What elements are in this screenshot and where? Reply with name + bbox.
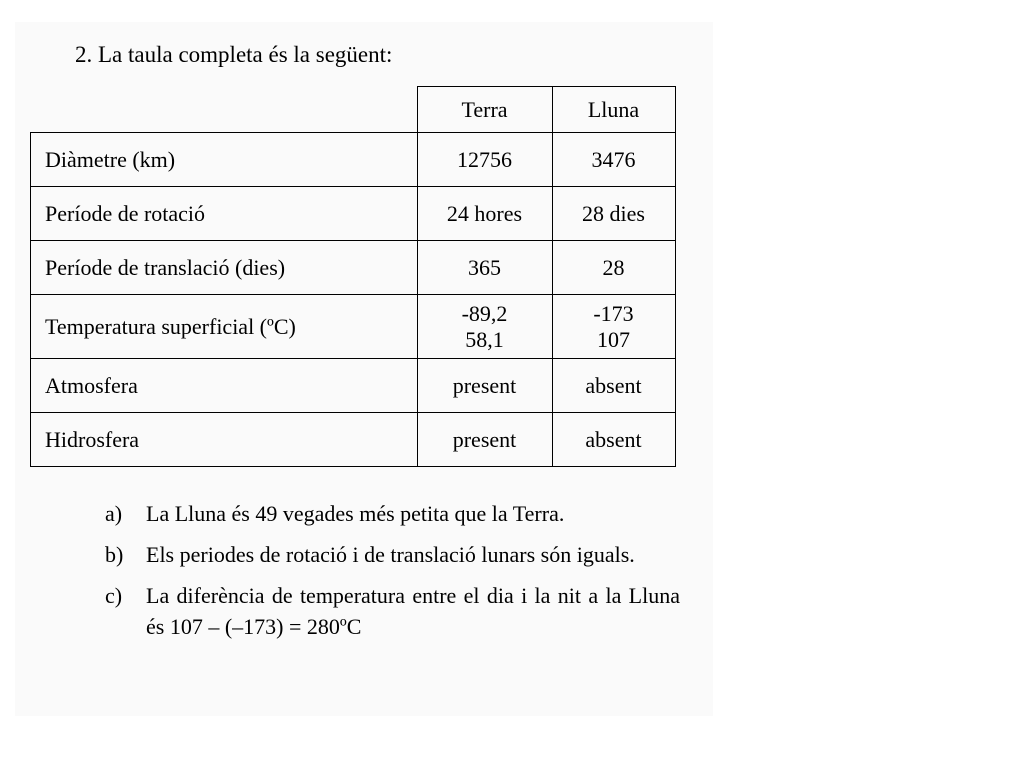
cell-lluna-rotacio: 28 dies (552, 187, 675, 241)
cell-terra-translacio: 365 (417, 241, 552, 295)
row-label-diametre: Diàmetre (km) (31, 133, 418, 187)
column-header-lluna: Lluna (552, 87, 675, 133)
answer-text: La diferència de temperatura entre el dia i la nit a la Lluna és 107 – (–173) = 280ºC (146, 583, 680, 639)
temperature-min: -89,2 (461, 300, 508, 326)
row-label-hidrosfera: Hidrosfera (31, 413, 418, 467)
table-header-row (31, 87, 676, 133)
row-label-translacio: Període de translació (dies) (31, 241, 418, 295)
row-label-temperatura: Temperatura superficial (ºC) (31, 295, 418, 359)
answer-text: Els periodes de rotació i de translació lunars són iguals. (146, 542, 635, 567)
cell-lluna-atmosfera: absent (552, 359, 675, 413)
table-row (31, 295, 676, 359)
answer-c (105, 580, 680, 642)
cell-lluna-diametre: 3476 (552, 133, 675, 187)
cell-lluna-hidrosfera: absent (552, 413, 675, 467)
table-row (31, 413, 676, 467)
row-label-atmosfera: Atmosfera (31, 359, 418, 413)
table-row (31, 241, 676, 295)
table-row (31, 359, 676, 413)
answers-list (105, 498, 680, 652)
cell-terra-temperatura (417, 295, 552, 359)
cell-lluna-temperatura (552, 295, 675, 359)
row-label-rotacio: Període de rotació (31, 187, 418, 241)
column-header-terra: Terra (417, 87, 552, 133)
table-corner-cell (31, 87, 418, 133)
cell-terra-diametre: 12756 (417, 133, 552, 187)
answer-b (105, 539, 680, 570)
answer-marker: a) (105, 501, 123, 526)
answer-marker: b) (105, 542, 124, 567)
table-row (31, 133, 676, 187)
answer-marker: c) (105, 583, 123, 608)
exercise-heading: 2. La taula completa és la següent: (75, 42, 393, 67)
answer-a (105, 498, 680, 529)
temperature-min: -173 (593, 300, 634, 326)
table-row (31, 187, 676, 241)
cell-terra-rotacio: 24 hores (417, 187, 552, 241)
answer-text: La Lluna és 49 vegades més petita que la Terra. (146, 501, 565, 526)
cell-terra-atmosfera: present (417, 359, 552, 413)
earth-moon-table (30, 86, 676, 467)
temperature-max: 107 (597, 326, 630, 352)
cell-terra-hidrosfera: present (417, 413, 552, 467)
cell-lluna-translacio: 28 (552, 241, 675, 295)
temperature-max: 58,1 (465, 326, 504, 352)
